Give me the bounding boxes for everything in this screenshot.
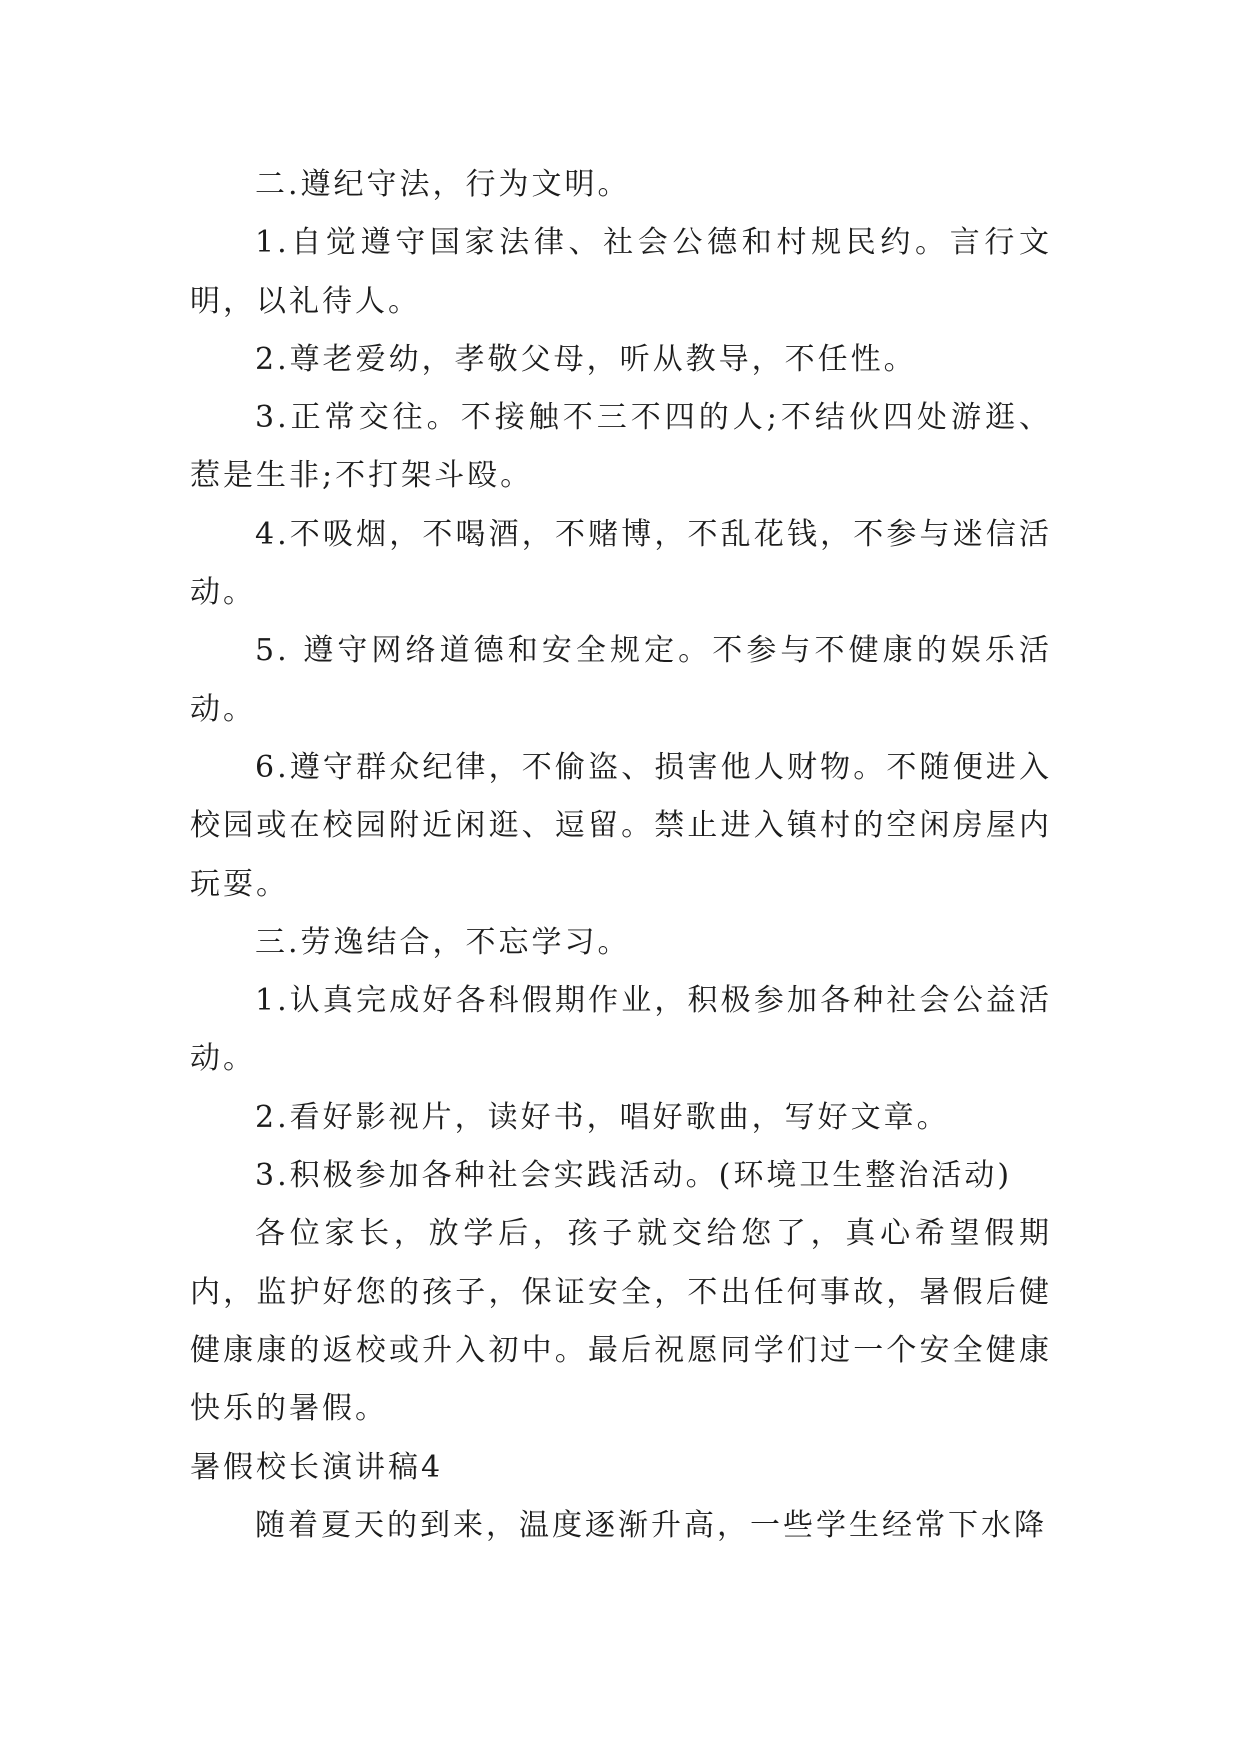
- list-item: 6.遵守群众纪律，不偷盗、损害他人财物。不随便进入校园或在校园附近闲逛、逗留。禁止进入镇村的空闲房屋内玩耍。: [190, 749, 1052, 902]
- list-item: 1.认真完成好各科假期作业，积极参加各种社会公益活动。: [190, 983, 1052, 1077]
- body-paragraph: 随着夏天的到来，温度逐渐升高，一些学生经常下水降: [255, 1507, 1047, 1543]
- closing-paragraph: 各位家长，放学后，孩子就交给您了，真心希望假期内，监护好您的孩子，保证安全，不出任何事故，暑假后健健康康的返校或升入初中。最后祝愿同学们过一个安全健康快乐的暑假。: [190, 1216, 1052, 1427]
- section-heading-three: 三.劳逸结合，不忘学习。: [255, 924, 631, 960]
- list-item: 5. 遵守网络道德和安全规定。不参与不健康的娱乐活动。: [190, 633, 1052, 727]
- list-item: 4.不吸烟，不喝酒，不赌博，不乱花钱，不参与迷信活动。: [190, 516, 1052, 611]
- list-item: 2.尊老爱幼，孝敬父母，听从教导，不任性。: [255, 341, 917, 377]
- list-item: 2.看好影视片，读好书，唱好歌曲，写好文章。: [255, 1099, 950, 1135]
- document-heading: 暑假校长演讲稿4: [190, 1449, 444, 1485]
- list-item: 3.正常交往。不接触不三不四的人;不结伙四处游逛、惹是生非;不打架斗殴。: [190, 400, 1052, 494]
- document-body: [190, 156, 1052, 1555]
- list-item: 1.自觉遵守国家法律、社会公德和村规民约。言行文明，以礼待人。: [190, 225, 1052, 319]
- list-item: 3.积极参加各种社会实践活动。(环境卫生整治活动): [255, 1158, 1013, 1194]
- section-heading-two: 二.遵纪守法，行为文明。: [255, 167, 631, 202]
